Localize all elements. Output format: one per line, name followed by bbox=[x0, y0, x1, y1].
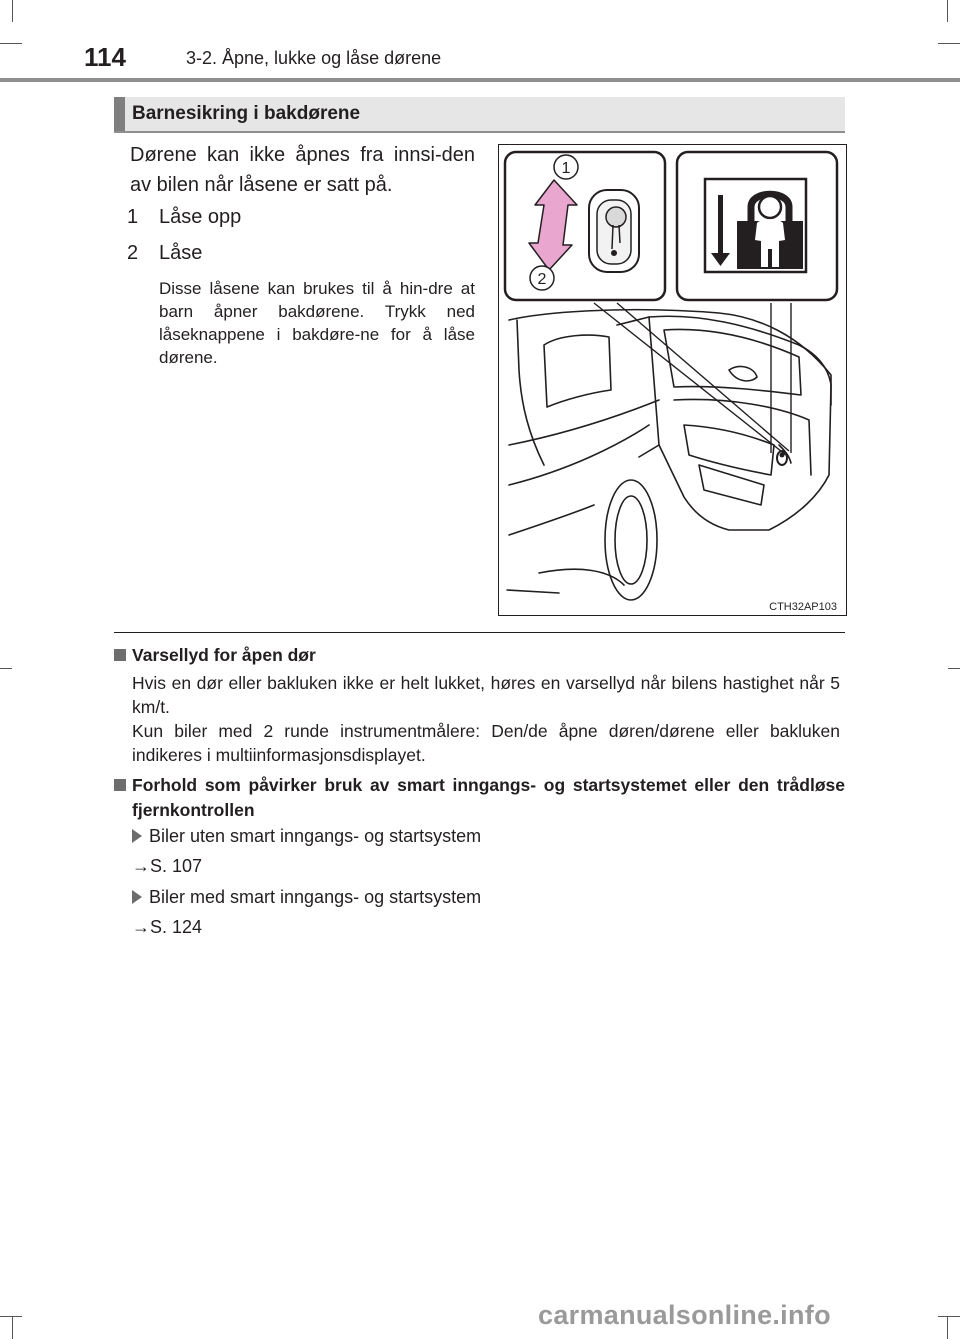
crop-mark bbox=[12, 0, 13, 22]
sub-item-with-smart-entry bbox=[132, 887, 481, 908]
note-heading-text: Varsellyd for åpen dør bbox=[132, 645, 316, 665]
page-reference-107[interactable]: →S. 107 bbox=[132, 856, 203, 876]
page-number: 114 bbox=[84, 42, 126, 72]
section-heading-bar bbox=[114, 97, 125, 131]
chapter-title: 3-2. Åpne, lukke og låse dørene bbox=[186, 48, 442, 68]
crop-mark bbox=[938, 1316, 960, 1317]
square-bullet-icon bbox=[114, 779, 126, 791]
section-heading bbox=[114, 97, 845, 133]
crop-mark bbox=[938, 43, 960, 44]
page-reference-124[interactable]: →S. 124 bbox=[132, 917, 203, 937]
header-rule bbox=[0, 78, 960, 82]
child-lock-marker bbox=[777, 451, 787, 465]
door-warning-paragraph-2: Kun biler med 2 runde instrumentmålere: Den/de åpne døren/dørene eller bakluken indikeres i multiinformasjonsdisplayet. bbox=[132, 721, 840, 765]
crop-mark bbox=[947, 1317, 948, 1339]
sub-item-label: Biler uten smart inngangs- og startsystem bbox=[149, 826, 482, 846]
intro-paragraph: Dørene kan ikke åpnes fra innsi-den av bilen når låsene er satt på. bbox=[130, 144, 475, 196]
square-bullet-icon bbox=[114, 649, 126, 661]
crop-mark bbox=[948, 668, 960, 669]
note-heading-conditions bbox=[114, 773, 845, 825]
note-heading-text: Forhold som påvirker bruk av smart inngangs- og startsystemet eller den trådløse fjernkontrollen bbox=[132, 775, 845, 820]
lock-note: Disse låsene kan brukes til å hin-dre at barn åpner bakdørene. Trykk ned låseknappene i bakdøre-ne for å låse dørene. bbox=[159, 279, 475, 367]
watermark: carmanualsonline.info bbox=[538, 1300, 831, 1330]
crop-mark bbox=[12, 1317, 13, 1339]
child-lock-label-inset bbox=[677, 152, 837, 300]
child-lock-figure bbox=[498, 144, 847, 616]
callout-2-label: 2 bbox=[537, 271, 547, 288]
item-label: Låse opp bbox=[159, 206, 242, 228]
lock-detail-inset bbox=[505, 152, 665, 300]
note-heading-door-warning bbox=[114, 643, 845, 669]
section-title: Barnesikring i bakdørene bbox=[132, 103, 361, 124]
item-number: 1 bbox=[127, 206, 139, 228]
crop-mark bbox=[0, 1316, 22, 1317]
rear-door-illustration bbox=[499, 145, 846, 615]
item-label: Låse bbox=[159, 242, 203, 264]
door-warning-paragraph-1: Hvis en dør eller bakluken ikke er helt lukket, høres en varsellyd når bilens hastighet når 5 km/t. bbox=[132, 673, 840, 717]
crop-mark bbox=[0, 668, 12, 669]
crop-mark bbox=[0, 43, 22, 44]
leader-lines bbox=[594, 303, 791, 455]
callout-1-label: 1 bbox=[561, 160, 571, 177]
figure-code: CTH32AP103 bbox=[769, 601, 837, 613]
sub-item-label: Biler med smart inngangs- og startsystem bbox=[149, 887, 482, 907]
item-number: 2 bbox=[127, 242, 139, 264]
crop-mark bbox=[947, 0, 948, 22]
section-divider bbox=[114, 632, 845, 633]
triangle-bullet-icon bbox=[132, 890, 142, 904]
sub-item-without-smart-entry bbox=[132, 826, 481, 847]
triangle-bullet-icon bbox=[132, 829, 142, 843]
